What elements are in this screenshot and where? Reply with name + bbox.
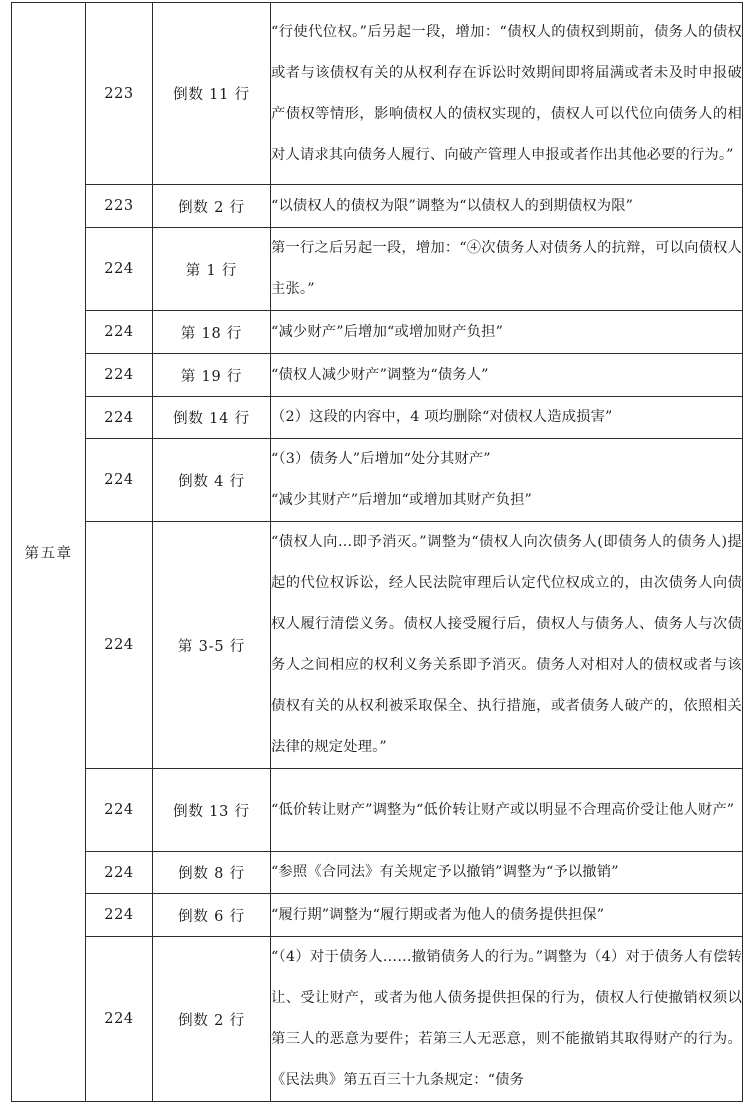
- amendment-table: [11, 2, 743, 1102]
- amendment-paragraph: “（4）对于债务人……撤销债务人的行为。”调整为（4）对于债务人有偿转让、受让财产，或者为他人债务提供担保的行为，债权人行使撤销权须以第三人的恶意为要件；若第三人无恶意，则不能撤销其取得财产的行为。《民法典》第五百三十九条规定：“债务: [271, 949, 742, 1088]
- line-reference-cell: 倒数 13 行: [153, 769, 271, 852]
- table-row: [12, 228, 743, 311]
- line-reference-cell: 倒数 4 行: [153, 439, 271, 522]
- amendment-content-cell: [271, 522, 743, 769]
- amendment-content-cell: [271, 397, 743, 439]
- table-row: [12, 522, 743, 769]
- amendment-paragraph: “参照《合同法》有关规定予以撤销”调整为“予以撤销”: [271, 864, 619, 880]
- table-row: [12, 185, 743, 228]
- chapter-label-cell: [12, 3, 86, 1102]
- line-reference-cell: 倒数 6 行: [153, 894, 271, 937]
- amendment-content-cell: [271, 439, 743, 522]
- table-row: [12, 311, 743, 354]
- amendment-paragraph: “债权人向…即予消灭。”调整为“债权人向次债务人(即债务人的债务人)提起的代位权诉讼，经人民法院审理后认定代位权成立的，由次债务人向债权人履行清偿义务。债权人接受履行后，债权人与债务人、债务人与次债务人之间相应的权利义务关系即予消灭。债务人对相对人的债权或者与该债权有关的从权利被采取保全、执行措施，或者债务人破产的，依照相关法律的规定处理。”: [271, 534, 742, 755]
- table-row: [12, 852, 743, 894]
- amendment-content-cell: [271, 894, 743, 937]
- amendment-content-cell: [271, 228, 743, 311]
- amendment-paragraph: （2）这段的内容中，4 项均删除“对债权人造成损害”: [271, 409, 613, 425]
- line-reference-cell: 第 1 行: [153, 228, 271, 311]
- line-reference-cell: 倒数 2 行: [153, 937, 271, 1102]
- amendment-content-cell: [271, 769, 743, 852]
- page-number-cell: 224: [86, 397, 153, 439]
- amendment-content-cell: [271, 852, 743, 894]
- table-body: [12, 3, 743, 1102]
- amendment-content-cell: [271, 311, 743, 354]
- page-number-cell: 224: [86, 852, 153, 894]
- amendment-paragraph: “债权人减少财产”调整为“债务人”: [271, 366, 489, 383]
- amendment-paragraph: “减少财产”后增加“或增加财产负担”: [271, 323, 504, 340]
- line-reference-cell: 第 19 行: [153, 354, 271, 397]
- table-row: [12, 3, 743, 185]
- page-number-cell: 224: [86, 311, 153, 354]
- page-number-cell: 223: [86, 3, 153, 185]
- page-number-cell: 224: [86, 937, 153, 1102]
- amendment-content-cell: [271, 3, 743, 185]
- table-row: [12, 769, 743, 852]
- amendment-paragraph: 第一行之后另起一段，增加：“④次债务人对债务人的抗辩，可以向债权人主张。”: [271, 240, 742, 297]
- line-reference-cell: 第 3-5 行: [153, 522, 271, 769]
- page-number-cell: 224: [86, 228, 153, 311]
- page-number-cell: 224: [86, 769, 153, 852]
- line-reference-cell: 倒数 11 行: [153, 3, 271, 185]
- amendment-paragraph: “行使代位权。”后另起一段，增加：“债权人的债权到期前，债务人的债权或者与该债权有关的从权利存在诉讼时效期间即将届满或者未及时申报破产债权等情形，影响债权人的债权实现的，债权人可以代位向债务人的相对人请求其向债务人履行、向破产管理人申报或者作出其他必要的行为。”: [271, 23, 742, 163]
- table-row: [12, 354, 743, 397]
- amendment-paragraph: “以债权人的债权为限”调整为“以债权人的到期债权为限”: [271, 197, 634, 214]
- amendment-paragraph: “履行期”调整为“履行期或者为他人的债务提供担保”: [271, 906, 605, 923]
- table-row: [12, 439, 743, 522]
- line-reference-cell: 倒数 2 行: [153, 185, 271, 228]
- amendment-paragraph: “减少其财产”后增加“或增加其财产负担”: [271, 492, 532, 508]
- amendment-paragraph: “低价转让财产”调整为“低价转让财产或以明显不合理高价受让他人财产”: [271, 801, 735, 818]
- amendment-content-cell: [271, 185, 743, 228]
- page-number-cell: 223: [86, 185, 153, 228]
- table-row: [12, 894, 743, 937]
- line-reference-cell: 倒数 8 行: [153, 852, 271, 894]
- line-reference-cell: 倒数 14 行: [153, 397, 271, 439]
- page-number-cell: 224: [86, 354, 153, 397]
- line-reference-cell: 第 18 行: [153, 311, 271, 354]
- chapter-label: 第五章: [24, 545, 73, 562]
- amendment-paragraph: “（3）债务人”后增加“处分其财产”: [271, 451, 491, 467]
- table-row: [12, 937, 743, 1102]
- page-number-cell: 224: [86, 439, 153, 522]
- page-number-cell: 224: [86, 894, 153, 937]
- amendment-content-cell: [271, 937, 743, 1102]
- page-number-cell: 224: [86, 522, 153, 769]
- amendment-content-cell: [271, 354, 743, 397]
- table-row: [12, 397, 743, 439]
